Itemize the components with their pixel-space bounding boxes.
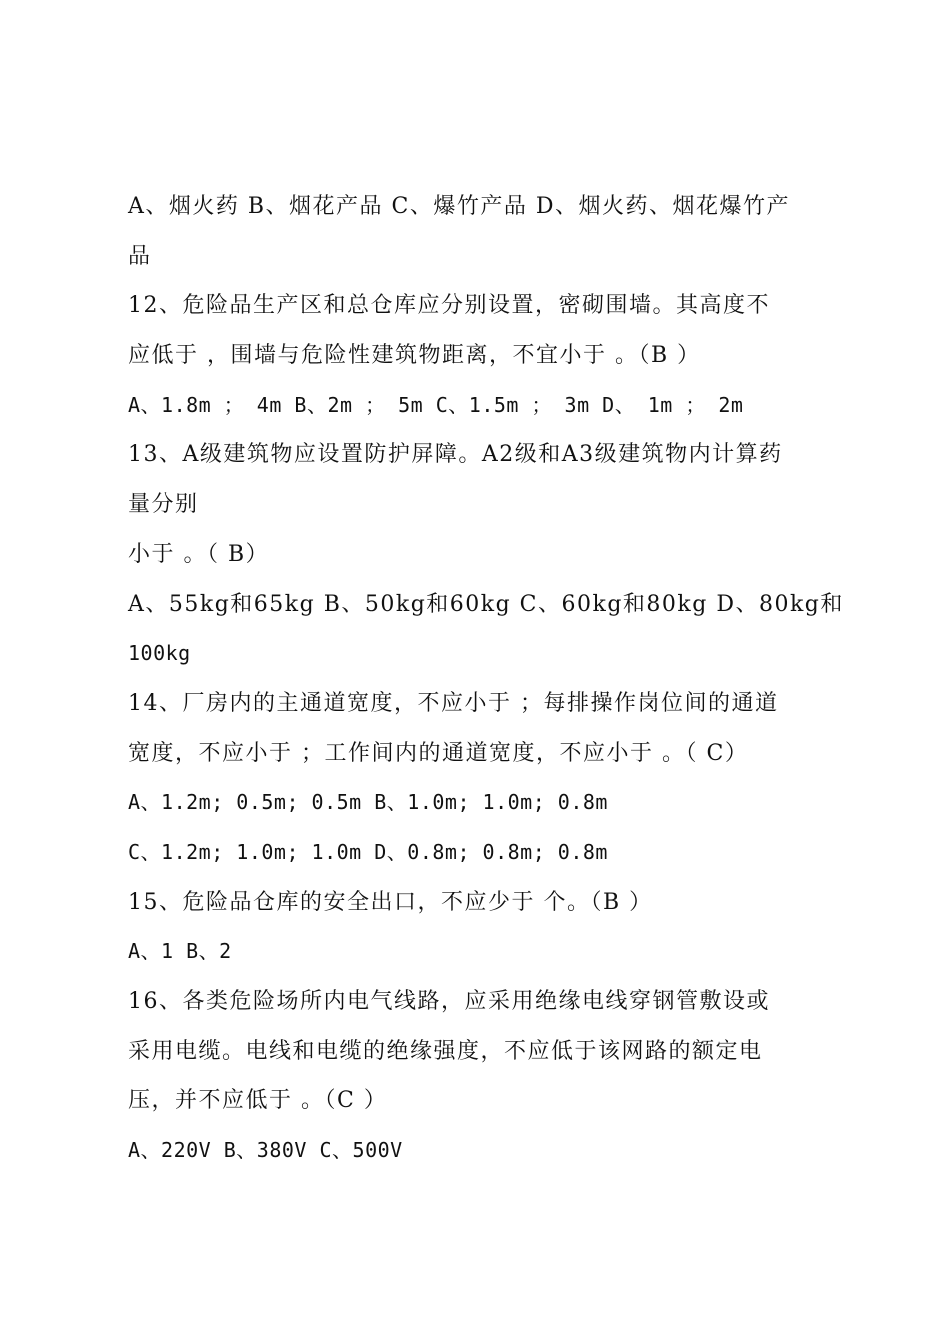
q14-question-line-1: 14、厂房内的主通道宽度，不应小于 ；每排操作岗位间的通道 (128, 690, 779, 716)
q14-options-line-1: A、1.2m; 0.5m; 0.5m B、1.0m; 1.0m; 0.8m (128, 790, 608, 815)
q12-options: A、1.8m ； 4m B、2m ； 5m C、1.5m ； 3m D、 1m ； 2m (128, 392, 744, 417)
q11-options-line-1: A、烟火药 B、烟花产品 C、爆竹产品 D、烟火药、烟花爆竹产 (128, 194, 791, 219)
q16-question-line-3: 压，并不应低于 。（C ） (128, 1088, 388, 1114)
q16-question-line-1: 16、各类危险场所内电气线路，应采用绝缘电线穿钢管敷设或 (128, 989, 770, 1014)
q11-options-line-2: 品 (128, 243, 152, 269)
document-body (128, 182, 844, 1176)
q13-options-line-2: 100kg (128, 641, 191, 666)
q13-question-line-3: 小于 。（ B） (128, 541, 270, 567)
q13-question-line-1: 13、A级建筑物应设置防护屏障。A2级和A3级建筑物内计算药 (128, 442, 783, 468)
q15-question: 15、危险品仓库的安全出口，不应少于 个。（B ） (128, 889, 653, 915)
q13-options-line-1: A、55kg和65kg B、50kg和60kg C、60kg和80kg D、80kg和 (128, 591, 844, 617)
q15-options: A、1 B、2 (128, 939, 232, 964)
q13-question-line-2: 量分别 (128, 492, 199, 518)
q12-question-line-1: 12、危险品生产区和总仓库应分别设置，密砌围墙。其高度不 (128, 293, 770, 319)
q14-options-line-2: C、1.2m; 1.0m; 1.0m D、0.8m; 0.8m; 0.8m (128, 839, 608, 864)
q12-question-line-2: 应低于 ，围墙与危险性建筑物距离，不宜小于 。（B ） (128, 343, 701, 369)
q16-question-line-2: 采用电缆。电线和电缆的绝缘强度，不应低于该网路的额定电 (128, 1038, 763, 1064)
q16-options: A、220V B、380V C、500V (128, 1138, 403, 1163)
q14-question-line-2: 宽度，不应小于 ；工作间内的通道宽度，不应小于 。（ C） (128, 740, 749, 766)
